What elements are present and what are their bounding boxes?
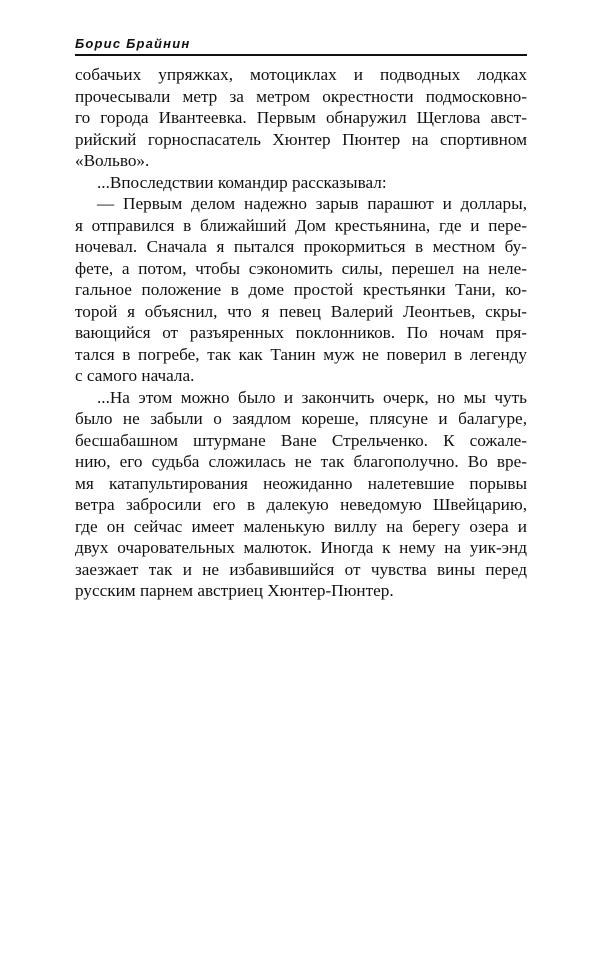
text-line: мя катапультирования неожиданно налетевшие порывы bbox=[75, 473, 527, 493]
text-line: вающийся от разъяренных поклонников. По ночам пря- bbox=[75, 323, 527, 342]
text-line: я отправился в ближайший Дом крестьянина, где и пере- bbox=[75, 215, 527, 235]
text-line: го города Ивантеевка. Первым обнаружил Щеглова авст- bbox=[75, 108, 527, 127]
text-line: с самого начала. bbox=[75, 366, 195, 385]
text-line: рийский горноспасатель Хюнтер Пюнтер на спортивном bbox=[75, 129, 527, 149]
text-line: бесшабашном штурмане Ване Стрельченко. К сожале- bbox=[75, 430, 527, 450]
text-line: ночевал. Сначала я пытался прокормиться в местном бу- bbox=[75, 237, 527, 256]
text-line: заезжает так и не избавившийся от чувства вины перед bbox=[75, 559, 527, 579]
text-line: где он сейчас имеет маленькую виллу на берегу озера и bbox=[75, 516, 527, 536]
body-text bbox=[75, 64, 527, 602]
text-line: собачьих упряжках, мотоциклах и подводных лодках bbox=[75, 65, 527, 84]
text-line: гальное положение в доме простой крестьянки Тани, ко- bbox=[75, 280, 527, 299]
text-line: ветра забросили его в далекую неведомую Швейцарию, bbox=[75, 495, 527, 514]
text-line: ...Впоследствии командир рассказывал: bbox=[97, 172, 387, 192]
text-line: прочесывали метр за метром окрестности подмосковно- bbox=[75, 86, 527, 106]
text-line: торой я объяснил, что я певец Валерий Леонтьев, скры- bbox=[75, 301, 527, 321]
text-line: было не забыли о заядлом кореше, плясуне и балагуре, bbox=[75, 409, 527, 428]
header-rule bbox=[75, 54, 527, 56]
text-line: — Первым делом надежно зарыв парашют и доллары, bbox=[97, 194, 527, 213]
text-line: русским парнем австриец Хюнтер-Пюнтер. bbox=[75, 581, 394, 600]
text-line: нию, его судьба сложилась не так благополучно. Во вре- bbox=[75, 452, 527, 471]
text-line: тался в погребе, так как Танин муж не поверил в легенду bbox=[75, 344, 527, 364]
text-line: двух очаровательных малюток. Иногда к нему на уик-энд bbox=[75, 538, 527, 557]
text-line: ...На этом можно было и закончить очерк, но мы чуть bbox=[97, 387, 527, 407]
text-line: «Вольво». bbox=[75, 151, 150, 170]
running-head: Борис Брайнин bbox=[75, 36, 191, 51]
text-line: фете, а потом, чтобы сэкономить силы, перешел на неле- bbox=[75, 258, 527, 278]
